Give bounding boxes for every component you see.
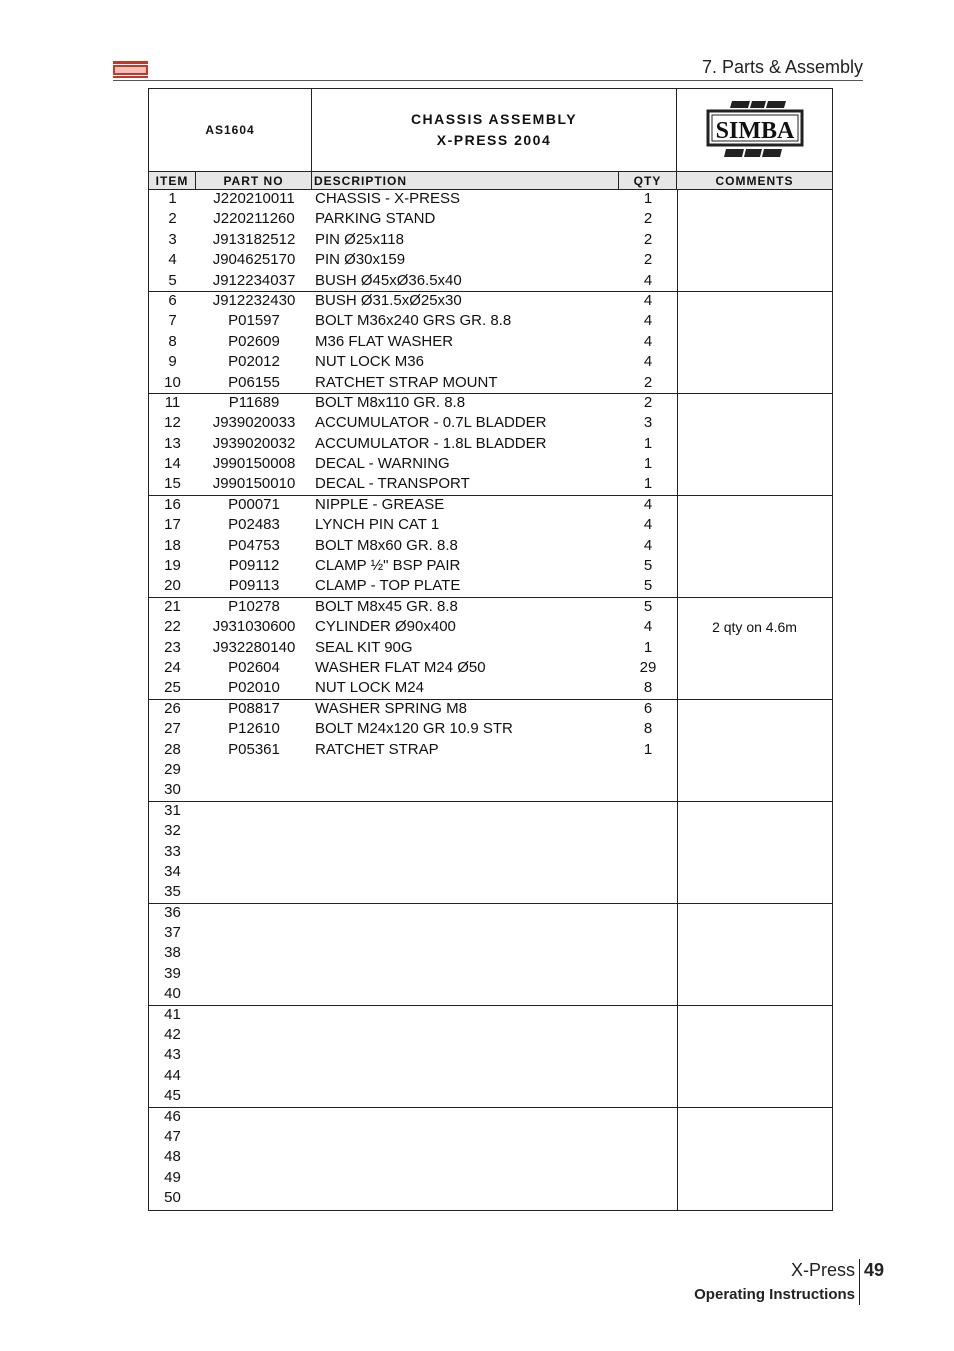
simba-logo	[677, 89, 832, 171]
row-item-number: 44	[164, 1066, 181, 1084]
row-quantity: 4	[643, 536, 653, 554]
row-part-number: P05361	[228, 740, 280, 758]
row-description: LYNCH PIN CAT 1	[315, 516, 440, 534]
row-part-number: P02483	[228, 516, 280, 534]
table-row	[149, 863, 832, 883]
row-part-number: P10278	[228, 597, 280, 615]
row-description: CYLINDER Ø90x400	[315, 618, 456, 636]
row-item-number: 21	[164, 597, 181, 615]
row-part-number: P09113	[228, 577, 280, 595]
row-description: BUSH Ø45xØ36.5x40	[315, 271, 462, 289]
row-quantity: 5	[643, 577, 653, 595]
row-part-number: J990150010	[212, 475, 296, 493]
table-row	[149, 843, 832, 863]
table-row	[149, 292, 832, 312]
table-row	[149, 1006, 832, 1026]
row-part-number: P12610	[228, 720, 280, 738]
page-number: 49	[864, 1260, 885, 1280]
table-row	[149, 924, 832, 944]
table-row	[149, 1128, 832, 1148]
row-quantity: 2	[643, 251, 653, 269]
col-header-qty: QTY	[619, 172, 677, 189]
assembly-title	[312, 89, 677, 171]
row-part-number: J939020033	[212, 414, 296, 432]
row-item-number: 48	[164, 1148, 181, 1166]
row-description: CHASSIS - X-PRESS	[315, 190, 461, 207]
row-quantity: 4	[643, 618, 653, 636]
table-row	[149, 190, 832, 210]
row-quantity: 5	[643, 597, 653, 615]
row-description: BOLT M36x240 GRS GR. 8.8	[315, 312, 512, 330]
row-item-number: 6	[168, 291, 177, 309]
header-divider	[113, 80, 863, 81]
table-row	[149, 577, 832, 597]
row-comment: 2 qty on 4.6m	[712, 619, 797, 636]
col-header-item: ITEM	[149, 172, 196, 189]
row-quantity: 3	[643, 414, 653, 432]
row-quantity: 1	[643, 455, 653, 473]
table-row	[149, 1148, 832, 1168]
row-item-number: 23	[164, 638, 181, 656]
row-item-number: 50	[164, 1189, 181, 1207]
row-description: RATCHET STRAP MOUNT	[315, 373, 498, 391]
row-quantity: 4	[643, 495, 653, 513]
row-item-number: 32	[164, 822, 181, 840]
row-description: DECAL - TRANSPORT	[315, 475, 470, 493]
row-quantity: 1	[643, 475, 653, 493]
row-item-number: 19	[164, 557, 181, 575]
table-row	[149, 475, 832, 495]
table-row	[149, 598, 832, 618]
table-row	[149, 618, 832, 638]
row-quantity: 6	[643, 699, 653, 717]
table-row	[149, 455, 832, 475]
row-part-number: J913182512	[212, 230, 296, 248]
table-row	[149, 374, 832, 394]
row-description: RATCHET STRAP	[315, 740, 439, 758]
row-quantity: 5	[643, 557, 653, 575]
row-description: M36 FLAT WASHER	[315, 332, 454, 350]
table-row	[149, 1169, 832, 1189]
row-item-number: 25	[164, 679, 181, 697]
row-description: BOLT M24x120 GR 10.9 STR	[315, 720, 513, 738]
row-item-number: 43	[164, 1046, 181, 1064]
row-quantity: 29	[639, 658, 657, 676]
table-row	[149, 333, 832, 353]
row-part-number: P09112	[228, 557, 280, 575]
footer-divider	[859, 1259, 860, 1305]
row-quantity: 4	[643, 271, 653, 289]
row-part-number: J939020032	[212, 434, 296, 452]
table-row	[149, 1067, 832, 1087]
row-description: SEAL KIT 90G	[315, 638, 413, 656]
row-item-number: 38	[164, 944, 181, 962]
row-part-number: P02010	[228, 679, 280, 697]
row-quantity: 1	[643, 740, 653, 758]
row-part-number: J220210011	[213, 190, 295, 207]
table-row	[149, 312, 832, 332]
row-description: BOLT M8x60 GR. 8.8	[315, 536, 458, 554]
row-description: PIN Ø30x159	[315, 251, 406, 269]
row-part-number: J990150008	[212, 455, 296, 473]
table-row	[149, 720, 832, 740]
row-description: BOLT M8x45 GR. 8.8	[315, 597, 458, 615]
row-description: BOLT M8x110 GR. 8.8	[315, 393, 466, 411]
row-quantity: 2	[643, 210, 653, 228]
table-row	[149, 883, 832, 903]
row-description: DECAL - WARNING	[315, 455, 450, 473]
table-row	[149, 1026, 832, 1046]
row-description: NUT LOCK M36	[315, 353, 424, 371]
row-item-number: 35	[164, 883, 181, 901]
row-item-number: 40	[164, 985, 181, 1003]
row-part-number: P02012	[228, 353, 280, 371]
row-item-number: 7	[168, 312, 177, 330]
col-header-part-no: PART NO	[196, 172, 312, 189]
row-description: PIN Ø25x118	[315, 230, 404, 248]
row-quantity: 4	[643, 291, 653, 309]
row-quantity: 1	[643, 638, 653, 656]
table-row	[149, 1189, 832, 1209]
row-part-number: J912234037	[212, 271, 296, 289]
row-quantity: 4	[643, 312, 653, 330]
table-row	[149, 394, 832, 414]
parts-list	[149, 190, 832, 1210]
table-row	[149, 557, 832, 577]
row-item-number: 1	[168, 190, 177, 207]
parts-sheet	[148, 88, 833, 1211]
row-item-number: 18	[164, 536, 181, 554]
row-part-number: J931030600	[212, 618, 296, 636]
row-item-number: 49	[164, 1168, 181, 1186]
row-part-number: J904625170	[212, 251, 296, 269]
row-item-number: 26	[164, 699, 181, 717]
row-part-number: P02609	[228, 332, 280, 350]
assembly-title-line1: CHASSIS ASSEMBLY	[410, 111, 578, 127]
row-item-number: 4	[168, 251, 177, 269]
row-part-number: P00071	[228, 495, 280, 513]
row-description: CLAMP ½" BSP PAIR	[315, 557, 461, 575]
table-row	[149, 272, 832, 292]
row-item-number: 34	[164, 862, 181, 880]
row-item-number: 47	[164, 1127, 181, 1145]
assembly-title-line2: X-PRESS 2004	[436, 132, 552, 148]
row-part-number: P08817	[228, 699, 280, 717]
table-row	[149, 251, 832, 271]
table-row	[149, 965, 832, 985]
row-description: PARKING STAND	[315, 210, 436, 228]
row-quantity: 4	[643, 516, 653, 534]
row-item-number: 28	[164, 740, 181, 758]
table-row	[149, 985, 832, 1005]
table-row	[149, 435, 832, 455]
row-item-number: 33	[164, 842, 181, 860]
row-item-number: 42	[164, 1026, 181, 1044]
row-description: WASHER FLAT M24 Ø50	[315, 658, 486, 676]
col-header-description: DESCRIPTION	[312, 172, 619, 189]
row-description: CLAMP - TOP PLATE	[315, 577, 461, 595]
table-row	[149, 659, 832, 679]
row-quantity: 8	[643, 679, 653, 697]
table-row	[149, 781, 832, 801]
row-item-number: 13	[164, 434, 181, 452]
row-quantity: 2	[643, 373, 653, 391]
table-row	[149, 741, 832, 761]
row-quantity: 1	[643, 434, 653, 452]
footer-product-name: X-Press	[790, 1260, 855, 1280]
table-row	[149, 1087, 832, 1107]
row-quantity: 4	[643, 353, 653, 371]
row-description: NIPPLE - GREASE	[315, 495, 445, 513]
row-item-number: 8	[168, 332, 177, 350]
row-item-number: 2	[168, 210, 177, 228]
row-part-number: J220211260	[213, 210, 295, 228]
row-item-number: 11	[164, 393, 181, 411]
table-row	[149, 944, 832, 964]
table-row	[149, 1046, 832, 1066]
table-row	[149, 679, 832, 699]
row-part-number: J912232430	[212, 291, 296, 309]
simba-logo-small	[113, 60, 148, 79]
col-header-comments: COMMENTS	[715, 174, 794, 188]
row-quantity: 1	[643, 190, 653, 207]
row-part-number: P11689	[228, 393, 280, 411]
column-header-row	[149, 171, 832, 190]
section-title: 7. Parts & Assembly	[701, 57, 863, 77]
row-item-number: 29	[164, 760, 181, 778]
row-item-number: 12	[164, 414, 181, 432]
row-quantity: 8	[643, 720, 653, 738]
table-row	[149, 1108, 832, 1128]
row-quantity: 2	[643, 393, 653, 411]
row-quantity: 2	[643, 230, 653, 248]
row-item-number: 24	[164, 658, 181, 676]
table-row	[149, 414, 832, 434]
table-row	[149, 904, 832, 924]
row-item-number: 45	[164, 1087, 181, 1105]
row-item-number: 10	[164, 373, 181, 391]
row-part-number: P02604	[228, 658, 280, 676]
footer-subtitle: Operating Instructions	[694, 1286, 855, 1303]
table-row	[149, 822, 832, 842]
row-item-number: 39	[164, 964, 181, 982]
table-row	[149, 210, 832, 230]
row-item-number: 20	[164, 577, 181, 595]
sheet-title-block	[149, 89, 832, 171]
simba-logo-text: SIMBA	[715, 118, 794, 144]
table-row	[149, 802, 832, 822]
table-row	[149, 496, 832, 516]
row-item-number: 46	[164, 1107, 181, 1125]
assembly-code: AS1604	[149, 89, 312, 171]
row-description: BUSH Ø31.5xØ25x30	[315, 291, 462, 309]
row-description: NUT LOCK M24	[315, 679, 424, 697]
table-row	[149, 700, 832, 720]
row-item-number: 30	[164, 781, 181, 799]
row-item-number: 14	[164, 455, 181, 473]
row-item-number: 5	[168, 271, 177, 289]
row-item-number: 36	[164, 903, 181, 921]
row-description: ACCUMULATOR - 1.8L BLADDER	[315, 434, 547, 452]
table-row	[149, 353, 832, 373]
row-part-number: P01597	[228, 312, 280, 330]
row-item-number: 27	[164, 720, 181, 738]
row-item-number: 17	[164, 516, 181, 534]
table-row	[149, 639, 832, 659]
row-item-number: 41	[164, 1005, 181, 1023]
row-part-number: P04753	[228, 536, 280, 554]
row-item-number: 37	[164, 924, 181, 942]
row-item-number: 3	[168, 230, 177, 248]
row-item-number: 16	[164, 495, 181, 513]
row-item-number: 31	[164, 801, 181, 819]
table-row	[149, 761, 832, 781]
row-quantity: 4	[643, 332, 653, 350]
table-row	[149, 537, 832, 557]
row-description: ACCUMULATOR - 0.7L BLADDER	[315, 414, 547, 432]
table-row	[149, 516, 832, 536]
row-item-number: 9	[168, 353, 177, 371]
row-part-number: J932280140	[212, 638, 296, 656]
row-description: WASHER SPRING M8	[315, 699, 467, 717]
row-item-number: 22	[164, 618, 181, 636]
table-row	[149, 231, 832, 251]
row-item-number: 15	[164, 475, 181, 493]
row-part-number: P06155	[228, 373, 280, 391]
